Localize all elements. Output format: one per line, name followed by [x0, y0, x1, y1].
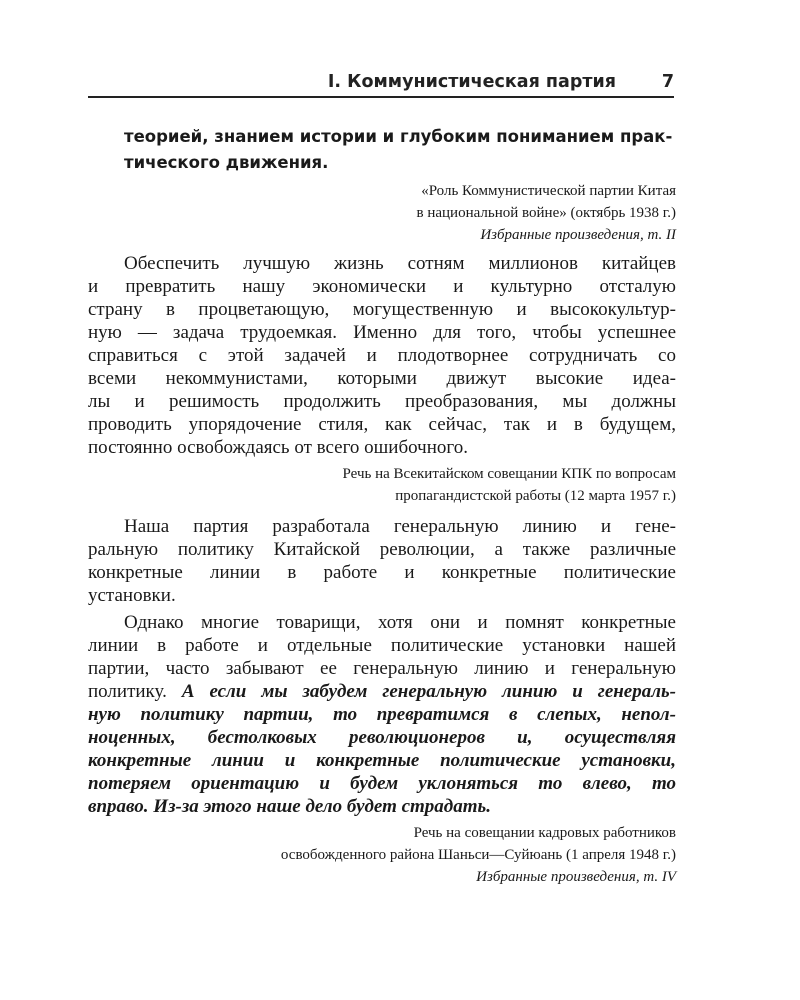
text-line: партии, часто забывают ее генеральную линию и генеральную	[88, 658, 676, 679]
section-title: I. Коммунистическая партия	[327, 72, 616, 92]
citation-line: пропагандистской работы (12 марта 1957 г.)	[395, 488, 676, 504]
citation-line: в национальной войне» (октябрь 1938 г.)	[416, 205, 676, 221]
emphasis-line: потеряем ориентацию и будем уклоняться то влево, то	[88, 773, 676, 794]
running-header	[88, 66, 674, 98]
plain-text: политику.	[88, 681, 182, 702]
text-line: линии в работе и отдельные политические установки нашей	[88, 635, 676, 656]
text-line: и превратить нашу экономически и культурно отсталую	[88, 276, 676, 297]
text-line: проводить упорядочение стиля, как сейчас, так и в будущем,	[88, 414, 676, 435]
text-line	[88, 680, 676, 703]
citation-line: Избранные произведения, т. IV	[476, 869, 676, 885]
text-line: справиться с этой задачей и плодотворнее сотрудничать со	[88, 345, 676, 366]
emphasis-line: ноценных, бестолковых революционеров и, осуществляя	[88, 727, 676, 748]
lead-bold-paragraph	[124, 124, 676, 176]
text-line: страну в процветающую, могущественную и высококультур-	[88, 299, 676, 320]
text-line: постоянно освобождаясь от всего ошибочного.	[88, 437, 468, 458]
emphasis-line: ную политику партии, то превратимся в слепых, непол-	[88, 704, 676, 725]
text-line: лы и решимость продолжить преобразования, мы должны	[88, 391, 676, 412]
paragraph-2	[88, 515, 676, 607]
emphasis-line: конкретные линии и конкретные политические установки,	[88, 750, 676, 771]
paragraph-3	[88, 611, 676, 818]
source-citation-3	[281, 822, 676, 888]
citation-line: Избранные произведения, т. II	[480, 227, 676, 243]
text-line: всеми некоммунистами, которыми движут высокие идеа-	[88, 368, 676, 389]
citation-line: Речь на Всекитайском совещании КПК по вопросам	[342, 466, 676, 482]
citation-line: освобожденного района Шаньси—Суйюань (1 апреля 1948 г.)	[280, 847, 676, 863]
text-line: конкретные линии в работе и конкретные политические	[88, 562, 676, 583]
text-line: ральную политику Китайской революции, а также различные	[88, 539, 676, 560]
text-line: тического движения.	[124, 153, 329, 172]
emphasis-line: вправо. Из-за этого наше дело будет страдать.	[88, 796, 491, 817]
source-citation-1	[417, 180, 676, 246]
paragraph-1	[88, 252, 676, 459]
text-line: Наша партия разработала генеральную линию и гене-	[124, 516, 676, 537]
text-line: установки.	[88, 585, 176, 606]
source-citation-2	[343, 463, 676, 507]
citation-line: Речь на совещании кадровых работников	[413, 825, 676, 841]
text-line: ную — задача трудоемкая. Именно для того, чтобы успешнее	[88, 322, 676, 343]
text-line: Обеспечить лучшую жизнь сотням миллионов китайцев	[124, 253, 676, 274]
text-line: теорией, знанием истории и глубоким пониманием прак-	[124, 127, 673, 146]
citation-line: «Роль Коммунистической партии Китая	[421, 183, 676, 199]
emphasis-text: А если мы забудем генеральную линию и генераль-	[181, 681, 676, 702]
text-line: Однако многие товарищи, хотя они и помнят конкретные	[124, 612, 676, 633]
page-number: 7	[661, 72, 674, 92]
